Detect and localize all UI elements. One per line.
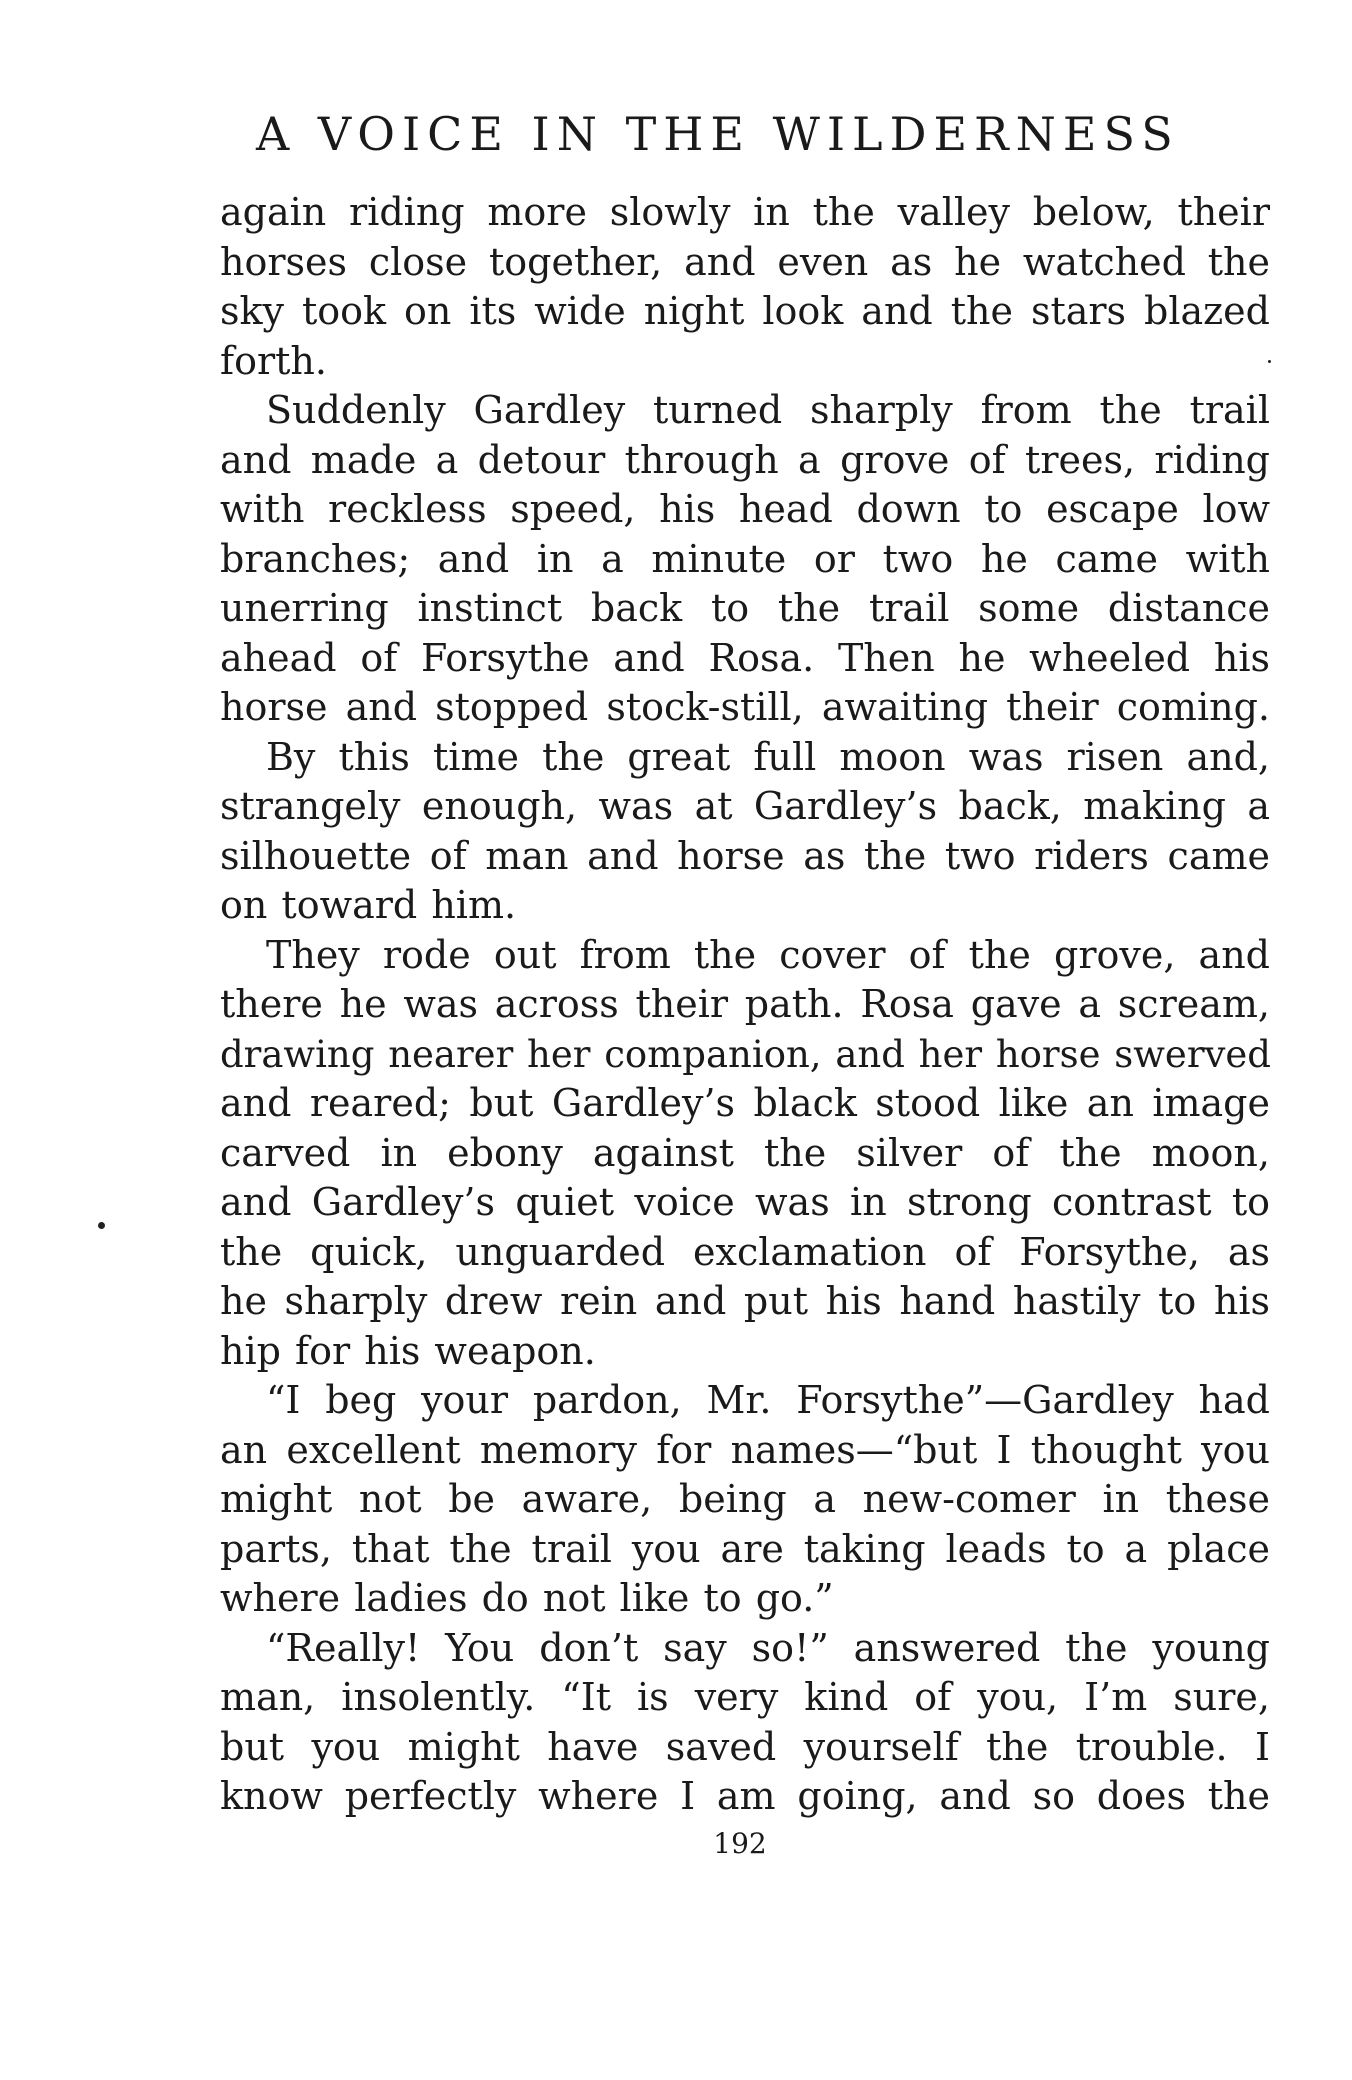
text-line: might not be aware, being a new-comer in these — [220, 1477, 1270, 1521]
text-line: parts, that the trail you are taking leads to a place — [220, 1526, 1270, 1571]
text-line: strangely enough, was at Gardley’s back, making a — [220, 784, 1270, 828]
text-line: branches; and in a minute or two he came with — [220, 536, 1270, 581]
text-line: with reckless speed, his head down to escape low — [220, 487, 1270, 531]
text-line: man, insolently. “It is very kind of you, I’m sure, — [220, 1675, 1270, 1719]
text-line: but you might have saved yourself the trouble. I — [220, 1724, 1270, 1769]
text-line: hip for his weapon. — [220, 1328, 596, 1373]
text-line: sky took on its wide night look and the stars blazed — [220, 289, 1270, 333]
text-line: Suddenly Gardley turned sharply from the trail — [266, 388, 1270, 432]
ink-speck — [1268, 360, 1271, 363]
text-line: and reared; but Gardley’s black stood like an image — [220, 1081, 1270, 1125]
text-line: By this time the great full moon was risen and, — [266, 734, 1270, 779]
text-line: again riding more slowly in the valley below, their — [220, 190, 1270, 234]
text-line: an excellent memory for names—“but I thought you — [220, 1427, 1270, 1472]
text-line: ahead of Forsythe and Rosa. Then he wheeled his — [220, 635, 1270, 680]
text-line: “I beg your pardon, Mr. Forsythe”—Gardley had — [266, 1378, 1270, 1422]
text-line: “Really! You don’t say so!” answered the young — [266, 1625, 1270, 1670]
page-number: 192 — [713, 1827, 767, 1860]
running-head-title: A VOICE IN THE WILDERNESS — [256, 107, 1180, 161]
body-text — [220, 188, 1270, 1822]
text-line: unerring instinct back to the trail some distance — [220, 586, 1270, 630]
text-line: where ladies do not like to go.” — [220, 1576, 834, 1620]
text-line: carved in ebony against the silver of the moon, — [220, 1130, 1270, 1175]
text-line: silhouette of man and horse as the two riders came — [220, 833, 1270, 878]
text-line: and Gardley’s quiet voice was in strong contrast to — [220, 1180, 1270, 1224]
text-line: drawing nearer her companion, and her horse swerved — [220, 1032, 1271, 1076]
text-line: he sharply drew rein and put his hand hastily to his — [220, 1279, 1270, 1323]
text-line: on toward him. — [220, 883, 517, 927]
text-line: and made a detour through a grove of trees, riding — [220, 437, 1270, 482]
text-line: there he was across their path. Rosa gave a scream, — [220, 982, 1270, 1026]
text-line: know perfectly where I am going, and so does the — [220, 1774, 1270, 1818]
text-line: forth. — [220, 338, 327, 383]
text-line: horse and stopped stock-still, awaiting their coming. — [220, 685, 1270, 729]
ink-speck — [98, 1222, 105, 1229]
text-line: They rode out from the cover of the grove, and — [266, 932, 1270, 977]
text-line: horses close together, and even as he watched the — [220, 239, 1270, 284]
text-line: the quick, unguarded exclamation of Forsythe, as — [220, 1229, 1270, 1274]
